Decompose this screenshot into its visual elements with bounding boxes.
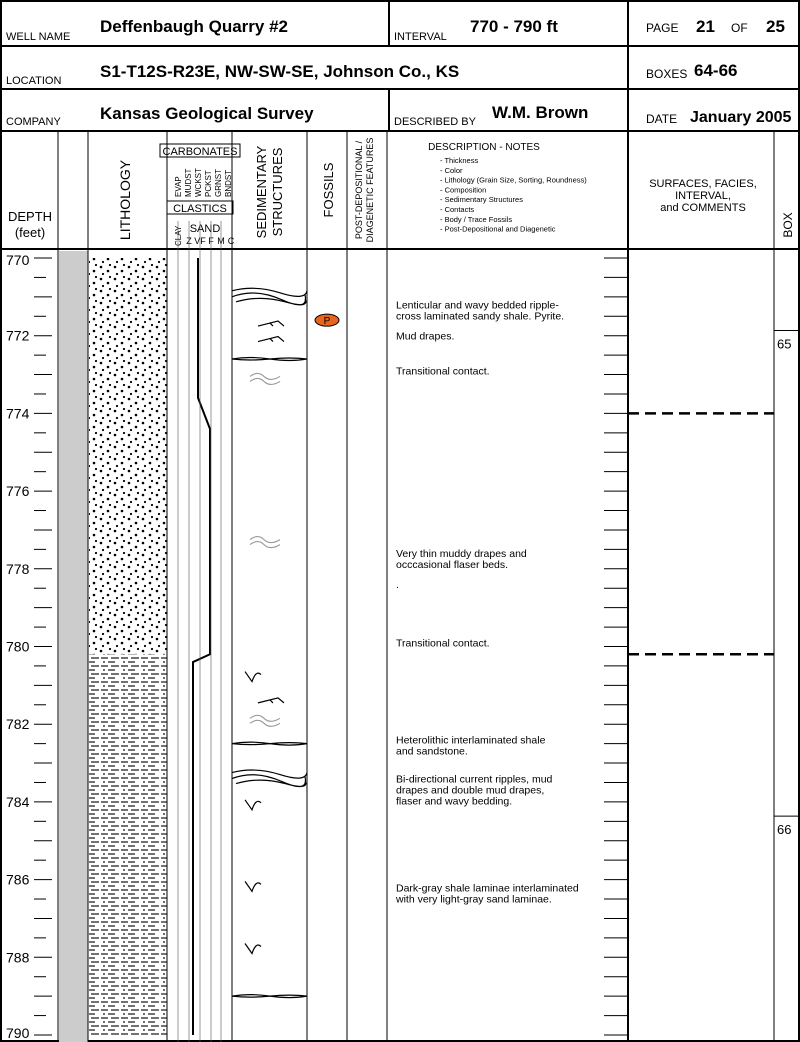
- sed-structure-contact: [232, 742, 307, 745]
- description-checklist-item: - Contacts: [440, 205, 475, 214]
- depth-label: 778: [6, 560, 30, 577]
- depth-label: 772: [6, 327, 30, 344]
- surfaces-heading-3: and COMMENTS: [660, 202, 746, 214]
- post-dep-heading-1: POST-DEPOSITIONAL /: [354, 140, 364, 240]
- sed-structure-flaser: [250, 537, 280, 548]
- described-by-label: DESCRIBED BY: [394, 116, 476, 128]
- description-text: Heterolithic interlaminated shale: [396, 734, 546, 747]
- description-text: and sandstone.: [396, 745, 468, 758]
- description-text: .: [396, 579, 399, 592]
- lithology-sandstone: [89, 258, 167, 654]
- described-by-value: W.M. Brown: [492, 103, 589, 122]
- depth-label: 786: [6, 871, 30, 888]
- fossils-heading: FOSSILS: [321, 162, 336, 218]
- description-text: drapes and double mud drapes,: [396, 784, 545, 797]
- description-checklist-item: - Post-Depositional and Diagenetic: [440, 224, 556, 234]
- depth-label: 784: [6, 793, 30, 810]
- description-text: with very light-gray sand laminae.: [396, 893, 552, 906]
- sed-structure-lenticular: [232, 288, 307, 305]
- company-label: COMPANY: [6, 116, 61, 128]
- sed-structure-flaser: [250, 715, 280, 726]
- box-heading: BOX: [781, 212, 795, 238]
- sed-structure-ripple: [258, 698, 284, 703]
- description-text: Transitional contact.: [396, 365, 490, 378]
- description-checklist-item: - Color: [440, 165, 463, 175]
- box-number: 66: [777, 822, 792, 838]
- surfaces-heading-2: INTERVAL,: [675, 190, 731, 202]
- depth-label: 776: [6, 483, 30, 500]
- description-checklist-item: - Body / Trace Fossils: [440, 214, 513, 224]
- of-label: OF: [731, 21, 748, 35]
- sed-structure-ripple: [258, 337, 284, 342]
- box-number: 65: [777, 336, 792, 352]
- grain-vf: VF: [194, 236, 206, 246]
- sed-structure-burrow: [245, 881, 261, 891]
- sed-structure-burrow: [245, 944, 261, 954]
- sed-structure-flaser: [250, 373, 280, 384]
- carb-pckst: PCKST: [204, 170, 213, 197]
- clastics-heading: CLASTICS: [173, 203, 227, 215]
- description-text: Transitional contact.: [396, 637, 490, 650]
- interval-label: INTERVAL: [394, 31, 447, 43]
- sed-structures-heading-1: SEDIMENTARY: [254, 145, 269, 239]
- sed-structure-contact: [232, 995, 307, 998]
- post-dep-heading-2: DIAGENETIC FEATURES: [365, 137, 375, 243]
- location-value: S1-T12S-R23E, NW-SW-SE, Johnson Co., KS: [100, 62, 460, 81]
- description-heading: DESCRIPTION - NOTES: [428, 142, 540, 153]
- description-checklist-item: - Sedimentary Structures: [440, 195, 523, 205]
- boxes-value: 64-66: [694, 61, 738, 80]
- carb-grnst: GRNST: [214, 169, 223, 197]
- sed-structures-heading-2: STRUCTURES: [270, 147, 285, 237]
- clay-label: CLAY: [174, 225, 183, 246]
- carb-wckst: WCKST: [194, 168, 203, 197]
- carb-bndst: BNDST: [224, 169, 233, 197]
- sed-structure-burrow: [245, 672, 261, 682]
- date-label: DATE: [646, 112, 678, 126]
- grain-f: F: [208, 236, 214, 246]
- date-value: January 2005: [690, 109, 792, 126]
- interval-value: 770 - 790 ft: [470, 17, 558, 36]
- sed-structure-burrow: [245, 800, 261, 810]
- description-text: Dark-gray shale laminae interlaminated: [396, 882, 579, 895]
- page-label: PAGE: [646, 21, 679, 35]
- depth-unit: (feet): [14, 225, 46, 240]
- description-text: cross laminated sandy shale. Pyrite.: [396, 310, 565, 323]
- description-text: Bi-directional current ripples, mud: [396, 773, 553, 786]
- surfaces-heading-1: SURFACES, FACIES,: [649, 178, 757, 190]
- depth-label: 790: [6, 1025, 30, 1041]
- well-name-label: WELL NAME: [6, 31, 71, 43]
- sed-structure-ripple: [258, 321, 284, 326]
- sed-structure-contact: [232, 358, 307, 361]
- lithology-heading: LITHOLOGY: [117, 159, 133, 241]
- location-label: LOCATION: [6, 75, 62, 87]
- sed-structure-lenticular: [232, 770, 307, 787]
- description-text: Lenticular and wavy bedded ripple-: [396, 299, 559, 312]
- grain-c: C: [227, 236, 235, 246]
- description-text: Mud drapes.: [396, 330, 455, 343]
- depth-label: 788: [6, 949, 30, 966]
- description-checklist-item: - Lithology (Grain Size, Sorting, Roundness): [440, 175, 587, 185]
- column-headings: [8, 138, 795, 246]
- carb-evap: EVAP: [174, 176, 183, 197]
- grain-m: M: [217, 236, 225, 246]
- description-text: flaser and wavy bedding.: [396, 795, 513, 808]
- sand-label: SAND: [189, 223, 221, 235]
- depth-label: 780: [6, 638, 30, 655]
- description-text: Very thin muddy drapes and: [396, 548, 527, 561]
- fossil-marker-label: P: [323, 316, 331, 328]
- description-checklist-item: - Composition: [440, 185, 487, 195]
- grain-size-profile: [193, 258, 210, 1035]
- description-text: occcasional flaser beds.: [396, 559, 509, 572]
- boxes-label: BOXES: [646, 67, 688, 81]
- depth-heading: DEPTH: [7, 209, 53, 224]
- well-name: Deffenbaugh Quarry #2: [100, 17, 288, 36]
- carb-mudst: MUDST: [184, 168, 193, 197]
- depth-label: 782: [6, 716, 30, 733]
- depth-label: 774: [6, 405, 30, 422]
- carbonates-heading: CARBONATES: [162, 146, 238, 158]
- grain-z: Z: [186, 236, 192, 246]
- depth-label: 770: [6, 252, 30, 268]
- description-checklist-item: - Thickness: [440, 156, 479, 165]
- log-body: [6, 251, 800, 1042]
- core-recovery-bar: [59, 251, 88, 1042]
- page-number: 21: [696, 17, 715, 36]
- lithology-shale: [89, 654, 167, 1035]
- company-value: Kansas Geological Survey: [100, 104, 314, 123]
- description-checklist: [440, 156, 587, 234]
- page-total: 25: [766, 17, 785, 36]
